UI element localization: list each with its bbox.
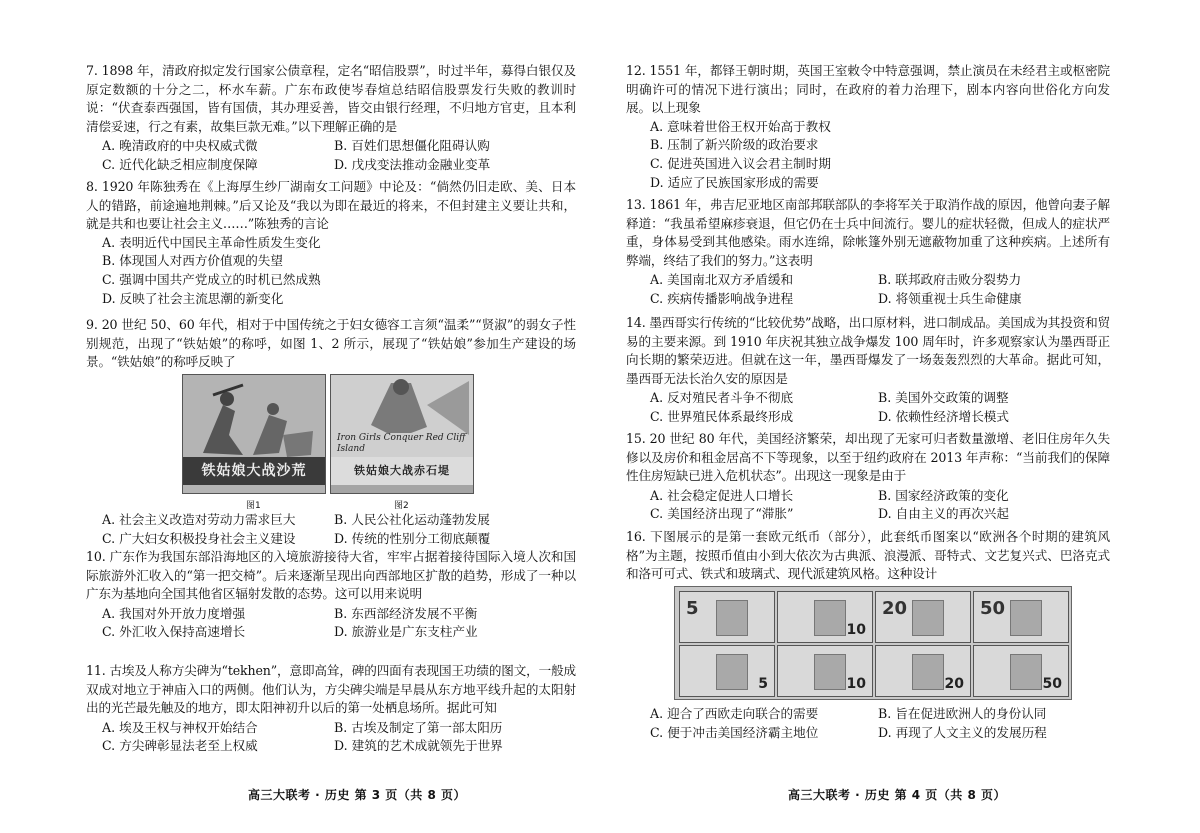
note-value: 10: [846, 676, 866, 692]
figure-1-title: 铁姑娘大战沙荒: [183, 457, 325, 485]
note-value: 5: [686, 598, 699, 619]
option-a: A. 反对殖民者斗争不彻底: [650, 390, 794, 406]
question-9: [86, 316, 576, 546]
options: [626, 487, 1110, 524]
options: [626, 705, 1110, 742]
question-stem: 11. 古埃及人称方尖碑为“tekhen”，意即高耸，碑的四面有表现国王功绩的图文，一般成双成对地立于神庙入口的两侧。他们认为，方尖碑尖端是早晨从东方地平线升起的太阳射出的光芒最先触及的地方，即太阳神初升以后的第一处栖息场所。据此可知: [86, 663, 576, 716]
option-b: B. 美国外交政策的调整: [878, 390, 1009, 406]
options: [626, 389, 1110, 426]
options: [86, 605, 576, 642]
question-16: [626, 528, 1110, 740]
option-c: C. 强调中国共产党成立的时机已然成熟: [102, 271, 321, 287]
question-12: [626, 62, 1110, 192]
option-d: D. 反映了社会主流思潮的新变化: [102, 290, 284, 306]
page-footer: 高三大联考 · 历史 第 4 页（共 8 页）: [788, 788, 1007, 802]
option-b: B. 国家经济政策的变化: [878, 487, 1009, 503]
option-d: D. 建筑的艺术成就领先于世界: [334, 738, 503, 754]
question-stem: 9. 20 世纪 50、60 年代，相对于中国传统之于妇女德容工言须“温柔”“贤淑”的弱女子性别规范，出现了“铁姑娘”的称呼，如图 1、2 所示，展现了“铁姑娘”参加生产建设的场景。“铁姑娘”的称呼反映了: [86, 317, 576, 370]
note-value: 10: [846, 622, 866, 638]
options: [86, 511, 576, 548]
option-c: C. 疾病传播影响战争进程: [650, 290, 794, 306]
option-a: A. 埃及王权与神权开始结合: [102, 719, 258, 735]
question-15: [626, 430, 1110, 524]
figure-2-title: 铁姑娘大战赤石堤: [331, 457, 473, 485]
option-a: A. 美国南北双方矛盾缓和: [650, 272, 794, 288]
question-stem: 15. 20 世纪 80 年代，美国经济繁荣，却出现了无家可归者数量激增、老旧住房年久失修以及房价和租金居高不下等现象，以至于纽约政府在 2013 年声称：“当前我们的保障性住房短缺已进入危机状态”。出现这一现象是由于: [626, 431, 1110, 484]
question-stem: 12. 1551 年，都铎王朝时期，英国王室敕令中特意强调，禁止演员在未经君主或枢密院明确许可的情况下进行演出；同时，在政府的着力治理下，剧本内容向世俗化方向发展。以上现象: [626, 63, 1110, 116]
option-a: A. 我国对外开放力度增强: [102, 605, 246, 621]
option-b: B. 人民公社化运动蓬勃发展: [334, 512, 490, 527]
option-c: C. 便于冲击美国经济霸主地位: [650, 724, 819, 740]
note-value: 5: [758, 676, 768, 692]
left-page: [86, 0, 576, 833]
option-d: D. 依赖性经济增长模式: [878, 408, 1009, 424]
euro-note: [679, 645, 775, 697]
option-c: C. 世界殖民体系最终形成: [650, 408, 794, 424]
question-10: [86, 548, 576, 642]
euro-note: [777, 591, 873, 643]
note-value: 50: [980, 598, 1006, 619]
question-stem: 13. 1861 年，弗吉尼亚地区南部邦联部队的李将军关于取消作战的原因，他曾向妻子解释道：“我虽希望麻疹衰退，但它仍在士兵中间流行。婴儿的症状轻微，但成人的症状严重，身体易受到其他感染。雨水连绵，除帐篷外别无遮蔽物加重了这种疾病。上述所有弊端，终结了我们的努力。”这表明: [626, 197, 1110, 268]
figure-1-poster: [182, 374, 326, 494]
option-b: B. 东西部经济发展不平衡: [334, 605, 478, 621]
euro-note: [777, 645, 873, 697]
options: [86, 719, 576, 756]
right-page: [626, 0, 1110, 833]
euro-notes-image: [674, 586, 1072, 700]
option-b: B. 压制了新兴阶级的政治要求: [650, 137, 819, 153]
note-value: 20: [882, 598, 908, 619]
euro-note: [973, 591, 1069, 643]
option-d: D. 自由主义的再次兴起: [878, 506, 1009, 522]
option-c: C. 促进英国进入议会君主制时期: [650, 155, 831, 171]
option-a: A. 晚清政府的中央权威式微: [102, 138, 258, 154]
question-stem: 8. 1920 年陈独秀在《上海厚生纱厂湖南女工问题》中论及：“倘然仍旧走欧、美、日本人的错路，前途遍地荆棘。”后又论及“我以为即在最近的将来，不但封建主义要让共和，就是共和也要让社会主义……”陈独秀的言论: [86, 179, 576, 232]
option-a: A. 意味着世俗王权开始高于教权: [650, 118, 831, 134]
option-b: B. 体现国人对西方价值观的失望: [102, 253, 283, 269]
option-c: C. 近代化缺乏相应制度保障: [102, 156, 258, 172]
euro-note: [875, 645, 971, 697]
option-a: A. 迎合了西欧走向联合的需要: [650, 706, 819, 721]
option-a: A. 表明近代中国民主革命性质发生变化: [102, 234, 321, 250]
question-stem: 7. 1898 年，清政府拟定发行国家公债章程，定名“昭信股票”，时过半年，募得白银仅及原定数额的十分之二，杯水车薪。广东布政使岑春煊总结昭信股票发行失败的教训时说：“伏查泰西强国，皆有国债，其办理妥善，皆交由银行经理，不归地方官吏，且本利清偿妥速，行之有素，故集巨款无难。”以下理解正确的是: [86, 63, 576, 134]
option-b: B. 旨在促进欧洲人的身份认同: [878, 706, 1047, 721]
question-8: [86, 178, 576, 308]
question-14: [626, 314, 1110, 427]
euro-notes-figure: [674, 586, 1070, 700]
options: [86, 137, 576, 174]
figure-1-caption: 图1: [246, 501, 261, 511]
question-11: [86, 662, 576, 756]
option-d: D. 戊戌变法推动金融业变革: [334, 156, 491, 172]
option-d: D. 再现了人文主义的发展历程: [878, 724, 1047, 740]
option-a: A. 社会主义改造对劳动力需求巨大: [102, 512, 296, 527]
note-value: 50: [1042, 676, 1062, 692]
option-c: C. 方尖碑彰显法老至上权威: [102, 738, 258, 754]
question-stem: 10. 广东作为我国东部沿海地区的入境旅游接待大省，牢牢占据着接待国际入境人次和国际旅游外汇收入的“第一把交椅”。后来逐渐呈现出向西部地区扩散的趋势，形成了一种以广东为基地向全国其他省区辐射发散的态势。这可以用来说明: [86, 549, 576, 602]
page-footer: 高三大联考 · 历史 第 3 页（共 8 页）: [248, 788, 467, 802]
option-b: B. 联邦政府击败分裂势力: [878, 272, 1022, 288]
question-13: [626, 196, 1110, 309]
question-stem: 16. 下图展示的是第一套欧元纸币（部分），此套纸币图案以“欧洲各个时期的建筑风格”为主题，按照币值由小到大依次为古典派、浪漫派、哥特式、文艺复兴式、巴洛克式和洛可可式、铁式和玻璃式、现代派建筑风格。这种设计: [626, 529, 1110, 582]
option-b: B. 古埃及制定了第一部太阳历: [334, 719, 503, 735]
options: [626, 271, 1110, 308]
question-stem: 14. 墨西哥实行传统的“比较优势”战略，出口原材料，进口制成品。美国成为其投资和贸易的主要来源。到 1910 年庆祝其独立战争爆发 100 周年时，许多观察家认为墨西哥正向长期的繁荣迈进。但就在这一年，墨西哥爆发了一场轰轰烈烈的大革命。据此可知，墨西哥无法长治久安的原因是: [626, 315, 1110, 386]
figure-group: [182, 374, 474, 512]
option-c: C. 美国经济出现了“滞胀”: [650, 506, 794, 522]
option-b: B. 百姓们思想僵化阻碍认购: [334, 138, 490, 154]
euro-note: [679, 591, 775, 643]
option-d: D. 传统的性别分工彻底颠覆: [334, 530, 491, 546]
option-d: D. 将领重视士兵生命健康: [878, 290, 1022, 306]
option-a: A. 社会稳定促进人口增长: [650, 487, 794, 503]
euro-note: [875, 591, 971, 643]
euro-note: [973, 645, 1069, 697]
figure-2-english-title: Iron Girls Conquer Red Cliff Island: [337, 433, 466, 454]
option-c: C. 外汇收入保持高速增长: [102, 624, 246, 640]
option-d: D. 旅游业是广东支柱产业: [334, 624, 478, 640]
option-d: D. 适应了民族国家形成的需要: [650, 174, 819, 190]
figure-2-poster: [330, 374, 474, 494]
question-7: [86, 62, 576, 175]
option-c: C. 广大妇女积极投身社会主义建设: [102, 530, 296, 546]
figure-2-caption: 图2: [394, 501, 409, 511]
note-value: 20: [944, 676, 964, 692]
